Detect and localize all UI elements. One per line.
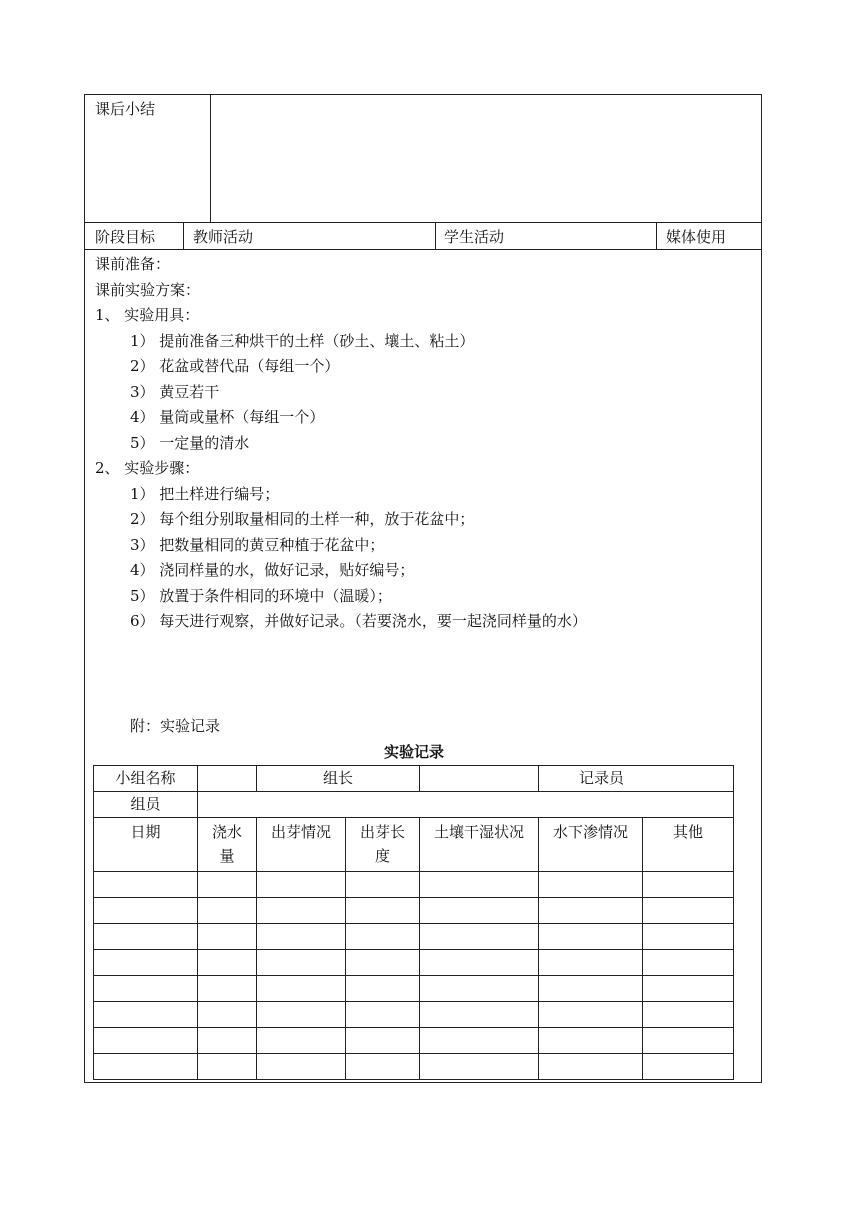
record-cell[interactable] bbox=[346, 976, 420, 1002]
record-cell[interactable] bbox=[346, 1002, 420, 1028]
record-cell[interactable] bbox=[94, 898, 198, 924]
record-cell[interactable] bbox=[94, 1028, 198, 1054]
header-divider-1 bbox=[183, 222, 184, 249]
plan-title: 课前实验方案： bbox=[95, 281, 201, 299]
record-cell[interactable] bbox=[643, 872, 734, 898]
record-cell[interactable] bbox=[257, 976, 346, 1002]
col-water-seepage-text: 水下渗情况 bbox=[553, 823, 629, 841]
experiment-record-table bbox=[93, 765, 734, 1080]
record-cell[interactable] bbox=[346, 1028, 420, 1054]
table-row bbox=[94, 1054, 734, 1080]
record-cell[interactable] bbox=[257, 898, 346, 924]
record-title: 实验记录 bbox=[384, 743, 445, 761]
col-sprout-length bbox=[346, 818, 420, 872]
record-cell[interactable] bbox=[539, 872, 643, 898]
table-row bbox=[94, 1028, 734, 1054]
record-cell[interactable] bbox=[94, 1054, 198, 1080]
header-teacher-activity: 教师活动 bbox=[193, 228, 254, 246]
col-water-seepage bbox=[539, 818, 643, 872]
step-item: 1） 把土样进行编号； bbox=[130, 485, 280, 503]
record-cell[interactable] bbox=[257, 924, 346, 950]
tools-title: 1、 实验用具： bbox=[95, 306, 200, 324]
record-cell[interactable] bbox=[94, 1002, 198, 1028]
record-cell[interactable] bbox=[539, 898, 643, 924]
record-cell[interactable] bbox=[346, 872, 420, 898]
record-cell[interactable] bbox=[420, 1002, 539, 1028]
table-row bbox=[94, 1002, 734, 1028]
tool-item: 3） 黄豆若干 bbox=[130, 383, 220, 401]
table-row bbox=[94, 976, 734, 1002]
summary-divider bbox=[210, 94, 211, 222]
tool-item: 5） 一定量的清水 bbox=[130, 434, 250, 452]
record-cell[interactable] bbox=[539, 976, 643, 1002]
col-sprouting: 出芽情况 bbox=[257, 818, 346, 872]
record-cell[interactable] bbox=[643, 898, 734, 924]
table-row bbox=[94, 872, 734, 898]
col-soil-moisture bbox=[420, 818, 539, 872]
record-cell[interactable] bbox=[198, 898, 257, 924]
record-cell[interactable] bbox=[257, 950, 346, 976]
recorder-label: 记录员 bbox=[579, 769, 625, 787]
header-bottom-line bbox=[84, 249, 762, 250]
steps-title: 2、 实验步骤： bbox=[95, 459, 200, 477]
record-cell[interactable] bbox=[643, 1054, 734, 1080]
col-water-amount bbox=[198, 818, 257, 872]
summary-label: 课后小结 bbox=[95, 100, 156, 118]
group-name-value[interactable] bbox=[198, 766, 257, 792]
header-divider-3 bbox=[656, 222, 657, 249]
step-item: 4） 浇同样量的水，做好记录，贴好编号； bbox=[130, 561, 415, 579]
record-cell[interactable] bbox=[198, 976, 257, 1002]
col-water-amount-text: 浇水量 bbox=[211, 823, 242, 865]
record-cell[interactable] bbox=[257, 1028, 346, 1054]
tool-item: 4） 量筒或量杯（每组一个） bbox=[130, 408, 325, 426]
record-cell[interactable] bbox=[198, 1054, 257, 1080]
record-cell[interactable] bbox=[643, 1028, 734, 1054]
record-cell[interactable] bbox=[94, 924, 198, 950]
col-soil-moisture-text: 土壤干湿状况 bbox=[434, 823, 525, 841]
recorder-cell bbox=[539, 766, 734, 792]
record-cell[interactable] bbox=[643, 950, 734, 976]
record-cell[interactable] bbox=[643, 924, 734, 950]
record-cell[interactable] bbox=[346, 1054, 420, 1080]
record-cell[interactable] bbox=[539, 950, 643, 976]
group-name-label: 小组名称 bbox=[94, 766, 198, 792]
tool-item: 2） 花盆或替代品（每组一个） bbox=[130, 357, 340, 375]
step-item: 5） 放置于条件相同的环境中（温暖）； bbox=[130, 587, 392, 605]
step-item: 3） 把数量相同的黄豆种植于花盆中； bbox=[130, 536, 385, 554]
record-cell[interactable] bbox=[539, 1002, 643, 1028]
col-sprout-length-text: 出芽长度 bbox=[359, 823, 405, 865]
record-cell[interactable] bbox=[257, 1002, 346, 1028]
record-cell[interactable] bbox=[420, 950, 539, 976]
record-cell[interactable] bbox=[198, 924, 257, 950]
record-cell[interactable] bbox=[539, 1054, 643, 1080]
record-cell[interactable] bbox=[420, 1054, 539, 1080]
record-cell[interactable] bbox=[257, 1054, 346, 1080]
record-cell[interactable] bbox=[420, 976, 539, 1002]
record-cell[interactable] bbox=[420, 1028, 539, 1054]
leader-label: 组长 bbox=[323, 769, 354, 787]
record-cell[interactable] bbox=[94, 950, 198, 976]
record-cell[interactable] bbox=[257, 872, 346, 898]
tool-item: 1） 提前准备三种烘干的土样（砂土、壤土、粘土） bbox=[130, 332, 475, 350]
table-row bbox=[94, 950, 734, 976]
record-cell[interactable] bbox=[198, 950, 257, 976]
record-cell[interactable] bbox=[643, 1002, 734, 1028]
record-cell[interactable] bbox=[539, 1028, 643, 1054]
prep-title: 课前准备： bbox=[95, 255, 171, 273]
step-item: 6） 每天进行观察，并做好记录。（若要浇水，要一起浇同样量的水） bbox=[130, 612, 587, 630]
record-cell[interactable] bbox=[420, 872, 539, 898]
record-cell[interactable] bbox=[94, 872, 198, 898]
members-label: 组员 bbox=[94, 792, 198, 818]
summary-bottom-line bbox=[84, 222, 762, 223]
col-date: 日期 bbox=[94, 818, 198, 872]
leader-value[interactable] bbox=[420, 766, 539, 792]
record-rows bbox=[94, 872, 734, 1080]
record-cell[interactable] bbox=[198, 1002, 257, 1028]
record-cell[interactable] bbox=[346, 950, 420, 976]
record-cell[interactable] bbox=[539, 924, 643, 950]
members-value[interactable] bbox=[198, 792, 734, 818]
record-cell[interactable] bbox=[198, 1028, 257, 1054]
record-cell[interactable] bbox=[420, 898, 539, 924]
record-cell[interactable] bbox=[346, 924, 420, 950]
record-cell[interactable] bbox=[420, 924, 539, 950]
appendix-label: 附：实验记录 bbox=[130, 717, 221, 735]
header-stage-goal: 阶段目标 bbox=[95, 228, 156, 246]
table-row bbox=[94, 924, 734, 950]
leader-label-cell bbox=[257, 766, 420, 792]
header-media-use: 媒体使用 bbox=[666, 228, 727, 246]
record-cell[interactable] bbox=[346, 898, 420, 924]
record-cell[interactable] bbox=[643, 976, 734, 1002]
col-other: 其他 bbox=[643, 818, 734, 872]
header-student-activity: 学生活动 bbox=[444, 228, 505, 246]
header-divider-2 bbox=[435, 222, 436, 249]
record-cell[interactable] bbox=[94, 976, 198, 1002]
record-cell[interactable] bbox=[198, 872, 257, 898]
table-row bbox=[94, 898, 734, 924]
step-item: 2） 每个组分别取量相同的土样一种，放于花盆中； bbox=[130, 510, 475, 528]
